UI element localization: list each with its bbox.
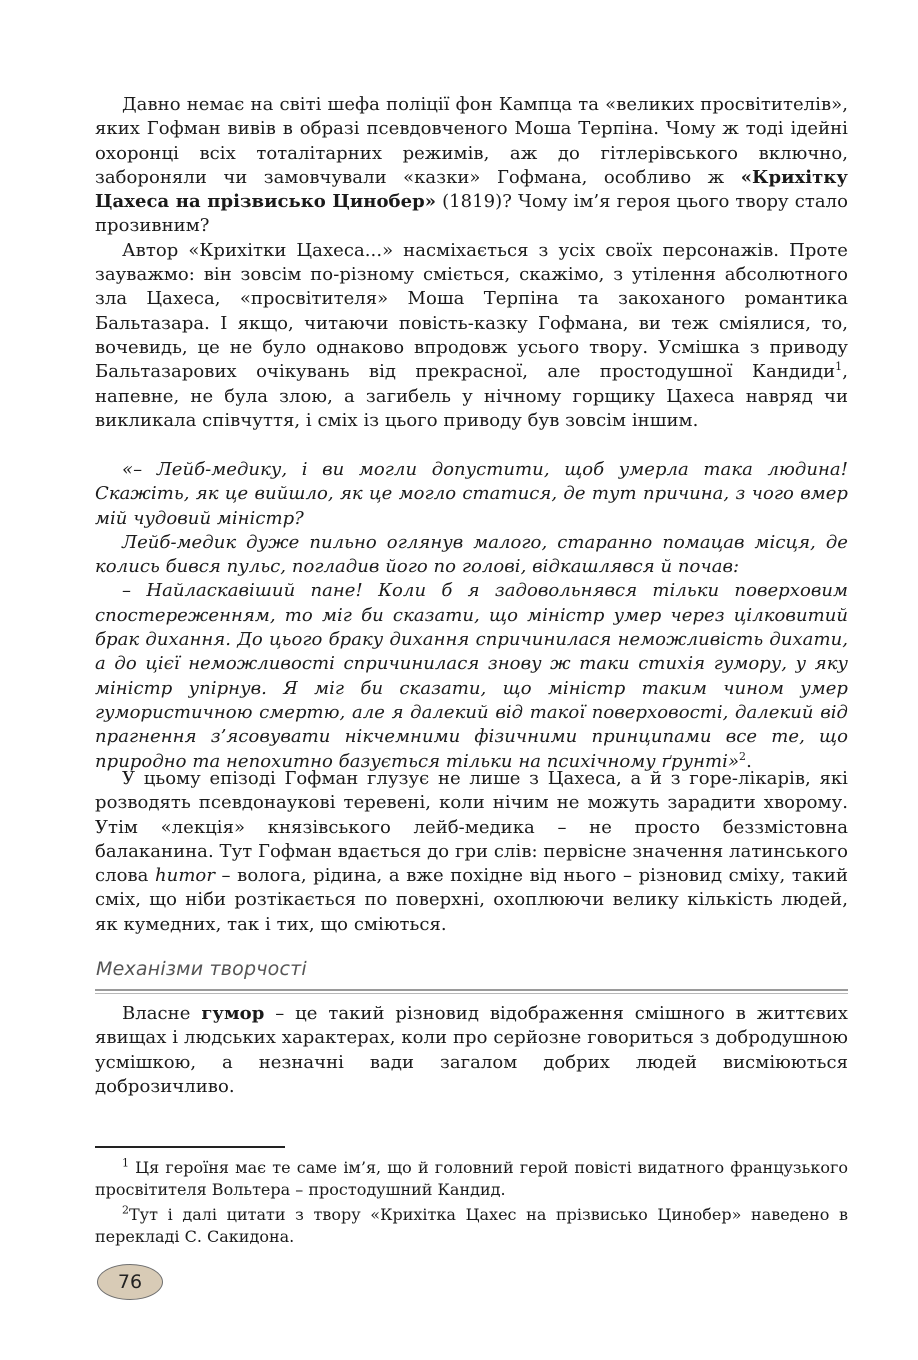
- quote-block: [95, 458, 848, 774]
- latin-word-italic: humor: [155, 865, 215, 887]
- section-heading: Механізми творчості: [96, 958, 307, 980]
- footnote-2: [95, 1204, 848, 1247]
- footnote-separator: [95, 1146, 285, 1148]
- paragraph-1-text-a: Давно немає на світі шефа поліції фон Кампца та «великих просвітителів», яких Гофман вивів в образі псевдовченого Моша Терпіна. Чому ж тоді ідейні охоронці всіх тоталітарних режимів, аж до гітлерівського включно, забороняли чи замовчували «казки» Гофмана, особливо ж: [95, 94, 848, 188]
- footnote-1-text: Ця героїня має те саме ім’я, що й головний герой повісті видатного французького просвітителя Вольтера – простодушний Кандид.: [95, 1158, 848, 1199]
- quote-end: .: [746, 750, 752, 772]
- footnotes: [95, 1157, 848, 1251]
- paragraph-1: [95, 93, 848, 239]
- section-divider: [95, 989, 848, 991]
- footnote-2-number: 2: [122, 1203, 129, 1217]
- section-divider-thin: [95, 993, 848, 994]
- quote-line-3-text: – Найласкавіший пане! Коли б я задовольнявся тільки поверховим спостереженням, то міг би сказати, що міністр умер через цілковитий брак дихання. До цього браку дихання спричинилася неможливість дихати, а до цієї неможливості спричинилася знову ж таки стихія гумору, у яку міністр упірнув. Я міг би сказати, що міністр таким чином умер гумористичною смертю, але я далекий від такої поверховості, далекий від прагнення з’ясовувати нікчемними фізичними принципами все те, що природно та непохитно базується тільки на психічному ґрунті»: [95, 580, 848, 772]
- definition-box: [95, 1002, 848, 1099]
- page-number: 76: [117, 1271, 143, 1293]
- intro-text: [95, 93, 848, 433]
- paragraph-2-text-a: Автор «Крихітки Цахеса...» насміхається з усіх своїх персонажів. Проте зауважмо: він зовсім по-різному сміється, скажімо, з утілення абсолютного зла Цахеса, «просвітителя» Моша Терпіна та закоханого романтика Бальтазара. І якщо, читаючи повість-казку Гофмана, ви теж сміялися, то, вочевидь, це не було однаково впродовж усього твору. Усмішка з приводу Бальтазарових очікувань від прекрасної, але простодушної Кандиди: [95, 239, 848, 383]
- footnote-1: [95, 1157, 848, 1200]
- paragraph-2: [95, 239, 848, 433]
- quote-line-2: Лейб-медик дуже пильно оглянув малого, старанно помацав місця, де колись бився пульс, погладив його по голові, відкашлявся й почав:: [95, 531, 848, 578]
- definition-text-a: Власне: [122, 1003, 202, 1024]
- paragraph-2-text-b: , напевне, не була злою, а загибель у нічному горщику Цахеса навряд чи викликала співчуття, і сміх із цього приводу був зовсім іншим.: [95, 361, 848, 431]
- analysis-text: [95, 767, 848, 937]
- paragraph-3-text-b: – волога, рідина, а вже похідне від нього – різновид сміху, такий сміх, що ніби розтікається по поверхні, охоплюючи велику кількість людей, як кумедних, так і тих, що сміються.: [95, 865, 849, 935]
- footnote-2-text: Тут і далі цитати з твору «Крихітка Цахес на прізвисько Цинобер» наведено в перекладі С. Сакидона.: [95, 1205, 848, 1246]
- paragraph-1-text-b: (1819)? Чому ім’я героя цього твору стало прозивним?: [95, 191, 848, 237]
- footnote-1-number: 1: [122, 1156, 129, 1170]
- definition-paragraph: [95, 1002, 848, 1099]
- quote-line-1: «– Лейб-медику, і ви могли допустити, щоб умерла така людина! Скажіть, як це вийшло, як це могло статися, де тут причина, з чого вмер мій чудовий міністр?: [95, 459, 848, 529]
- footnote-ref-2[interactable]: 2: [739, 749, 747, 763]
- paragraph-3-text-a: У цьому епізоді Гофман глузує не лише з Цахеса, а й з горе-лікарів, які розводять псевдонаукові теревені, коли нічим не можуть зарадити хворому. Утім «лекція» князівського лейб-медика – не просто беззмістовна балаканина. Тут Гофман вдається до гри слів: первісне значення латинського слова: [95, 768, 848, 887]
- book-title-bold: «Крихітку Цахеса на прізвисько Цинобер»: [95, 166, 848, 213]
- definition-text-b: – це такий різновид відображення смішного в життєвих явищах і людських характерах, коли про серйозне говориться з добродушною усмішкою, а незначні вади загалом добрих людей висміюються доброзичливо.: [95, 1003, 848, 1097]
- footnote-ref-1[interactable]: 1: [835, 360, 843, 374]
- page-number-badge: [97, 1264, 163, 1300]
- paragraph-3: [95, 767, 848, 937]
- quote-line-3: [95, 579, 848, 773]
- term-bold: гумор: [201, 1003, 265, 1024]
